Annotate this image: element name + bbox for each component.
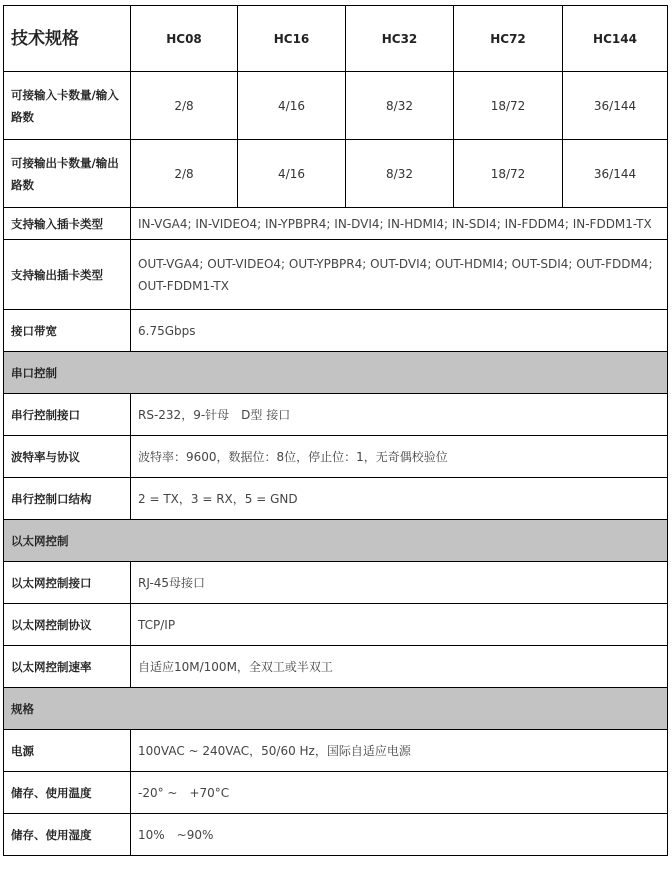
table-row [4, 72, 668, 140]
table-row [4, 646, 668, 688]
cell-value: 36/144 [563, 140, 668, 208]
row-label: 可接输入卡数量/输入路数 [4, 72, 131, 140]
table-row [4, 772, 668, 814]
table-row [4, 436, 668, 478]
row-label: 可接输出卡数量/输出路数 [4, 140, 131, 208]
cell-value: -20° ~ +70°C [131, 772, 668, 814]
cell-value: 18/72 [454, 72, 563, 140]
cell-value: 4/16 [238, 140, 346, 208]
cell-value: 2/8 [131, 140, 238, 208]
section-title: 串口控制 [4, 352, 668, 394]
cell-value: 2 = TX，3 = RX，5 = GND [131, 478, 668, 520]
cell-value: 10% ~90% [131, 814, 668, 856]
row-label: 支持输入插卡类型 [4, 208, 131, 240]
cell-value: 18/72 [454, 140, 563, 208]
cell-value: RJ-45母接口 [131, 562, 668, 604]
cell-value: OUT-VGA4; OUT-VIDEO4; OUT-YPBPR4; OUT-DVI4; OUT-HDMI4; OUT-SDI4; OUT-FDDM4; OUT-FDDM1-TX [131, 240, 668, 310]
model-header-hc32: HC32 [346, 6, 454, 72]
row-label: 电源 [4, 730, 131, 772]
table-row [4, 394, 668, 436]
table-row [4, 604, 668, 646]
section-header-ethernet [4, 520, 668, 562]
table-row [4, 814, 668, 856]
section-title: 以太网控制 [4, 520, 668, 562]
row-label: 串行控制口结构 [4, 478, 131, 520]
cell-value: 自适应10M/100M，全双工或半双工 [131, 646, 668, 688]
table-row [4, 730, 668, 772]
cell-value: RS-232，9-针母 D型 接口 [131, 394, 668, 436]
row-label: 接口带宽 [4, 310, 131, 352]
model-header-hc144: HC144 [563, 6, 668, 72]
model-header-hc08: HC08 [131, 6, 238, 72]
row-label: 以太网控制协议 [4, 604, 131, 646]
table-row [4, 562, 668, 604]
table-row [4, 240, 668, 310]
section-header-serial [4, 352, 668, 394]
spec-table [3, 5, 668, 856]
section-header-spec [4, 688, 668, 730]
cell-value: IN-VGA4; IN-VIDEO4; IN-YPBPR4; IN-DVI4; IN-HDMI4; IN-SDI4; IN-FDDM4; IN-FDDM1-TX [131, 208, 668, 240]
row-label: 波特率与协议 [4, 436, 131, 478]
cell-value: 6.75Gbps [131, 310, 668, 352]
cell-value: 8/32 [346, 140, 454, 208]
cell-value: 4/16 [238, 72, 346, 140]
model-header-hc16: HC16 [238, 6, 346, 72]
table-row [4, 208, 668, 240]
cell-value: 36/144 [563, 72, 668, 140]
row-label: 以太网控制接口 [4, 562, 131, 604]
row-label: 支持输出插卡类型 [4, 240, 131, 310]
section-title: 规格 [4, 688, 668, 730]
cell-value: 100VAC ~ 240VAC，50/60 Hz，国际自适应电源 [131, 730, 668, 772]
table-row [4, 310, 668, 352]
table-row [4, 140, 668, 208]
row-label: 以太网控制速率 [4, 646, 131, 688]
model-header-hc72: HC72 [454, 6, 563, 72]
row-label: 储存、使用温度 [4, 772, 131, 814]
cell-value: 波特率：9600，数据位：8位，停止位：1，无奇偶校验位 [131, 436, 668, 478]
header-row [4, 6, 668, 72]
table-title: 技术规格 [4, 6, 131, 72]
cell-value: 8/32 [346, 72, 454, 140]
row-label: 储存、使用湿度 [4, 814, 131, 856]
cell-value: TCP/IP [131, 604, 668, 646]
cell-value: 2/8 [131, 72, 238, 140]
row-label: 串行控制接口 [4, 394, 131, 436]
table-row [4, 478, 668, 520]
